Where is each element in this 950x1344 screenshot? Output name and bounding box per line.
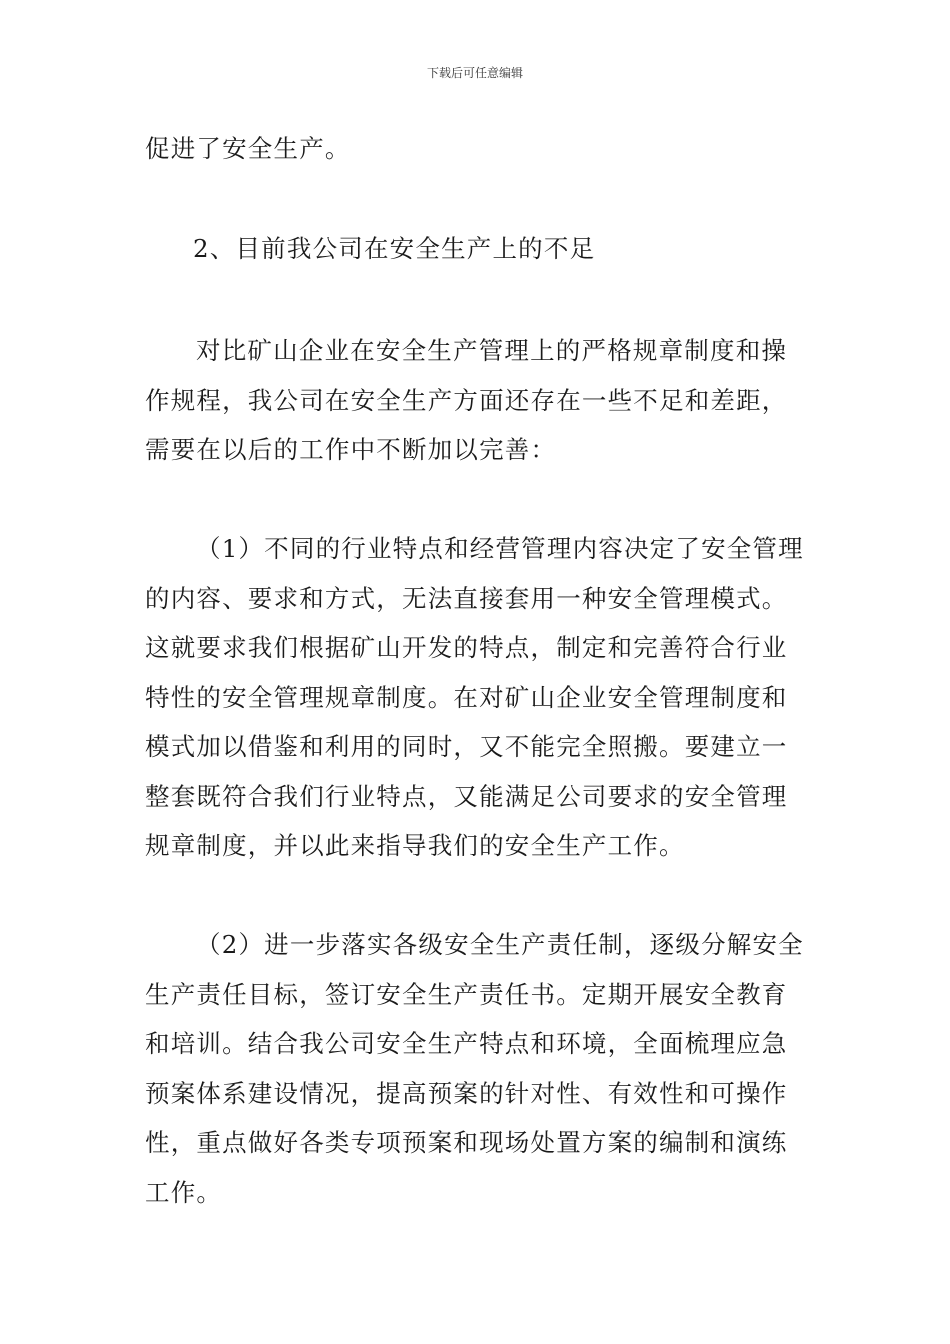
paragraph-line: 预案体系建设情况，提高预案的针对性、有效性和可操作	[145, 1078, 788, 1108]
list-item-2	[145, 920, 810, 1217]
intro-paragraph	[145, 326, 810, 475]
paragraph-line: 和培训。结合我公司安全生产特点和环境，全面梳理应急	[145, 1029, 788, 1058]
paragraph-line: 工作。	[145, 1177, 223, 1207]
paragraph-line: 需要在以后的工作中不断加以完善：	[145, 435, 557, 464]
paragraph-line: 的内容、要求和方式，无法直接套用一种安全管理模式。	[145, 583, 788, 613]
continuation-paragraph	[145, 124, 810, 174]
paragraph-line: 整套既符合我们行业特点，又能满足公司要求的安全管理	[145, 781, 788, 811]
paragraph-line: （1）不同的行业特点和经营管理内容决定了安全管理	[196, 534, 804, 563]
paragraph-line: 促进了安全生产。	[145, 134, 351, 163]
paragraph-line: （2）进一步落实各级安全生产责任制，逐级分解安全	[196, 930, 804, 959]
paragraph-line: 特性的安全管理规章制度。在对矿山企业安全管理制度和	[145, 682, 788, 712]
section-heading	[145, 224, 810, 274]
paragraph-line: 规章制度，并以此来指导我们的安全生产工作。	[145, 831, 685, 860]
paragraph-line: 作规程，我公司在安全生产方面还存在一些不足和差距，	[145, 385, 788, 415]
paragraph-line: 生产责任目标，签订安全生产责任书。定期开展安全教育	[145, 979, 788, 1009]
page-header: 下载后可任意编辑	[426, 66, 523, 80]
heading-text: 2、目前我公司在安全生产上的不足	[193, 234, 596, 263]
paragraph-line: 性，重点做好各类专项预案和现场处置方案的编制和演练	[145, 1128, 788, 1157]
paragraph-line: 对比矿山企业在安全生产管理上的严格规章制度和操	[196, 336, 788, 365]
list-item-1	[145, 524, 810, 871]
paragraph-line: 模式加以借鉴和利用的同时，又不能完全照搬。要建立一	[145, 732, 788, 761]
paragraph-line: 这就要求我们根据矿山开发的特点，制定和完善符合行业	[145, 633, 788, 662]
